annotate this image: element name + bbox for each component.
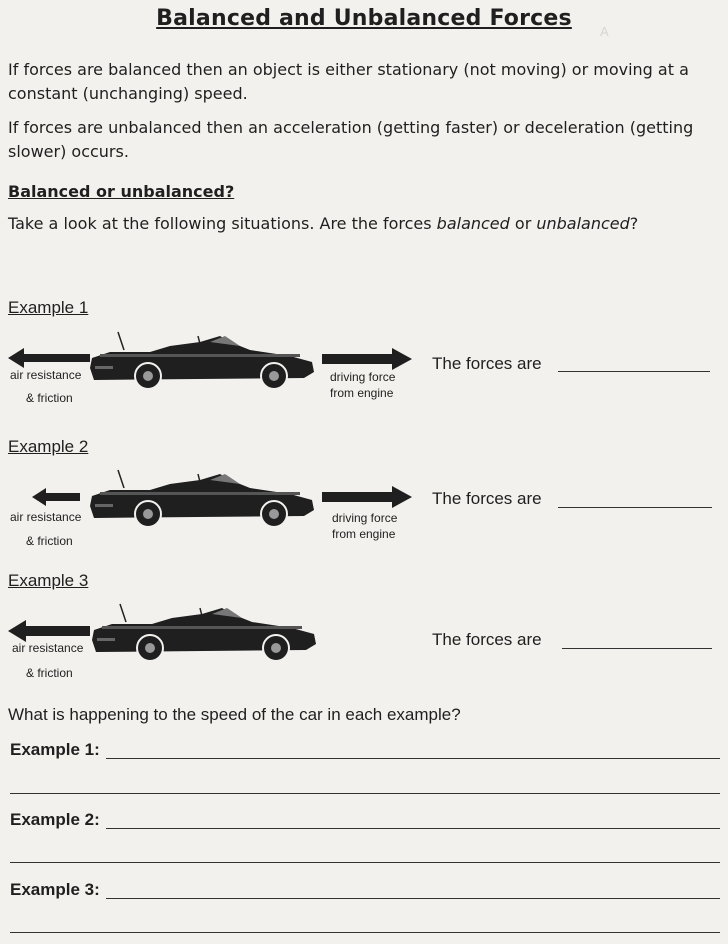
arrow-left-icon <box>8 348 90 368</box>
speed-question: What is happening to the speed of the car in each example? <box>8 705 461 724</box>
speed-answer-3-line-2[interactable] <box>10 932 720 933</box>
batmobile-car-icon <box>92 600 318 664</box>
example-3-label: Example 3 <box>8 571 89 590</box>
example-2-answer-blank[interactable] <box>558 507 712 508</box>
speed-answer-3-line-1[interactable] <box>106 898 720 899</box>
example-3-forces-text: The forces are <box>432 630 542 649</box>
page-title: Balanced and Unbalanced Forces <box>156 6 572 31</box>
speed-answer-1-label: Example 1: <box>10 740 100 759</box>
example-1-forces-text: The forces are <box>432 354 542 373</box>
arrow-left-icon <box>32 488 80 506</box>
example-3-left-label-2: & friction <box>26 666 73 680</box>
arrow-right-icon <box>322 348 412 370</box>
example-2-left-label-1: air resistance <box>10 510 82 524</box>
example-2-right-label-1: driving force <box>332 511 398 525</box>
speed-answer-3-label: Example 3: <box>10 880 100 899</box>
speed-answer-1-line-2[interactable] <box>10 793 720 794</box>
speed-answer-2-line-2[interactable] <box>10 862 720 863</box>
speed-answer-1-line-1[interactable] <box>106 758 720 759</box>
intro-paragraph-balanced: If forces are balanced then an object is either stationary (not moving) or moving at a constant (unchanging) speed. <box>8 60 689 103</box>
example-1-left-label-1: air resistance <box>10 368 82 382</box>
example-2-label: Example 2 <box>8 437 89 456</box>
example-1-answer-blank[interactable] <box>558 371 710 372</box>
question-prefix: Take a look at the following situations. Are the forces <box>8 214 437 233</box>
example-3-answer-blank[interactable] <box>562 648 712 649</box>
example-3-left-label-1: air resistance <box>12 641 84 655</box>
bleed-through-text: A <box>600 24 609 39</box>
speed-answer-2-line-1[interactable] <box>106 828 720 829</box>
arrow-right-icon <box>322 486 412 508</box>
batmobile-car-icon <box>90 466 316 530</box>
question-or: or <box>509 214 537 233</box>
example-1-right-label-1: driving force <box>330 370 396 384</box>
speed-answer-2-label: Example 2: <box>10 810 100 829</box>
question-line <box>8 214 638 233</box>
example-2-forces-text: The forces are <box>432 489 542 508</box>
example-1-right-label-2: from engine <box>330 386 394 400</box>
example-2-right-label-2: from engine <box>332 527 396 541</box>
batmobile-car-icon <box>90 328 316 392</box>
arrow-left-icon <box>8 620 90 642</box>
example-1-label: Example 1 <box>8 298 89 317</box>
question-suffix: ? <box>629 214 639 233</box>
example-2-left-label-2: & friction <box>26 534 73 548</box>
question-unbalanced: unbalanced <box>536 214 630 233</box>
example-1-left-label-2: & friction <box>26 391 73 405</box>
intro-paragraph-unbalanced: If forces are unbalanced then an acceleration (getting faster) or deceleration (getting slower) occurs. <box>8 118 694 161</box>
question-balanced: balanced <box>436 214 510 233</box>
section-heading: Balanced or unbalanced? <box>8 182 235 201</box>
